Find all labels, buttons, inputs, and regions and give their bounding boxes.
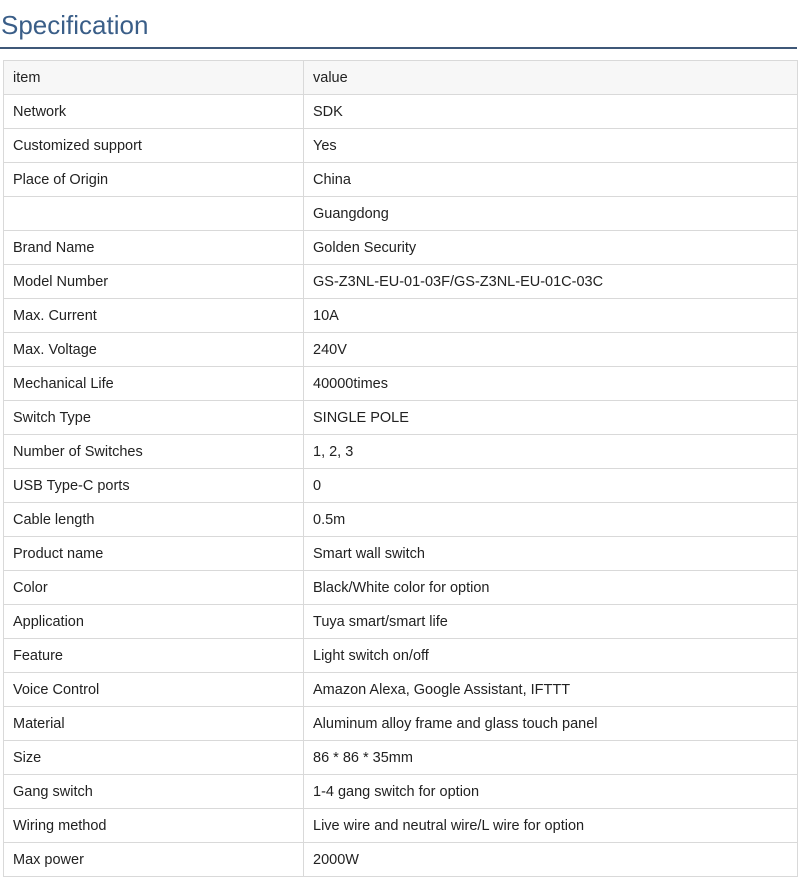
spec-item-cell: Mechanical Life [4, 367, 304, 401]
spec-value-cell: Black/White color for option [304, 571, 798, 605]
table-row [4, 95, 798, 129]
table-row [4, 605, 798, 639]
spec-item-cell: Switch Type [4, 401, 304, 435]
spec-value-cell: GS-Z3NL-EU-01-03F/GS-Z3NL-EU-01C-03C [304, 265, 798, 299]
table-header-row [4, 61, 798, 95]
table-row [4, 265, 798, 299]
spec-value-cell: Light switch on/off [304, 639, 798, 673]
spec-value-cell: China [304, 163, 798, 197]
spec-value-cell: 10A [304, 299, 798, 333]
table-row [4, 503, 798, 537]
table-row [4, 469, 798, 503]
spec-item-cell: Max. Voltage [4, 333, 304, 367]
table-row [4, 231, 798, 265]
spec-value-cell: 1, 2, 3 [304, 435, 798, 469]
table-row [4, 435, 798, 469]
spec-item-cell: USB Type-C ports [4, 469, 304, 503]
spec-item-cell: Number of Switches [4, 435, 304, 469]
table-row [4, 129, 798, 163]
header-item-cell: item [4, 61, 304, 95]
spec-item-cell: Color [4, 571, 304, 605]
spec-value-cell: 240V [304, 333, 798, 367]
spec-value-cell: 2000W [304, 843, 798, 877]
spec-value-cell: 0 [304, 469, 798, 503]
spec-item-cell: Wiring method [4, 809, 304, 843]
spec-item-cell: Material [4, 707, 304, 741]
spec-item-cell: Feature [4, 639, 304, 673]
specification-table [3, 60, 798, 877]
spec-item-cell: Product name [4, 537, 304, 571]
spec-value-cell: 0.5m [304, 503, 798, 537]
spec-value-cell: SINGLE POLE [304, 401, 798, 435]
table-row [4, 707, 798, 741]
table-row [4, 537, 798, 571]
header-value-cell: value [304, 61, 798, 95]
spec-item-cell: Voice Control [4, 673, 304, 707]
spec-value-cell: Smart wall switch [304, 537, 798, 571]
table-row [4, 809, 798, 843]
table-row [4, 775, 798, 809]
table-row [4, 163, 798, 197]
spec-value-cell: 1-4 gang switch for option [304, 775, 798, 809]
spec-item-cell: Gang switch [4, 775, 304, 809]
spec-value-cell: Yes [304, 129, 798, 163]
table-row [4, 197, 798, 231]
table-row [4, 741, 798, 775]
table-row [4, 401, 798, 435]
table-row [4, 673, 798, 707]
table-row [4, 571, 798, 605]
spec-item-cell: Brand Name [4, 231, 304, 265]
spec-item-cell: Size [4, 741, 304, 775]
spec-item-cell: Max power [4, 843, 304, 877]
table-row [4, 333, 798, 367]
table-row [4, 639, 798, 673]
spec-item-cell [4, 197, 304, 231]
spec-value-cell: Tuya smart/smart life [304, 605, 798, 639]
spec-item-cell: Customized support [4, 129, 304, 163]
spec-item-cell: Network [4, 95, 304, 129]
spec-item-cell: Max. Current [4, 299, 304, 333]
table-row [4, 367, 798, 401]
table-row [4, 843, 798, 877]
spec-value-cell: SDK [304, 95, 798, 129]
spec-value-cell: Amazon Alexa, Google Assistant, IFTTT [304, 673, 798, 707]
spec-item-cell: Cable length [4, 503, 304, 537]
spec-item-cell: Application [4, 605, 304, 639]
spec-value-cell: Guangdong [304, 197, 798, 231]
spec-value-cell: Live wire and neutral wire/L wire for option [304, 809, 798, 843]
spec-value-cell: 40000times [304, 367, 798, 401]
page-title: Specification [1, 10, 149, 40]
spec-value-cell: 86 * 86 * 35mm [304, 741, 798, 775]
spec-value-cell: Aluminum alloy frame and glass touch panel [304, 707, 798, 741]
spec-item-cell: Place of Origin [4, 163, 304, 197]
spec-value-cell: Golden Security [304, 231, 798, 265]
title-divider [0, 47, 797, 49]
spec-item-cell: Model Number [4, 265, 304, 299]
table-row [4, 299, 798, 333]
